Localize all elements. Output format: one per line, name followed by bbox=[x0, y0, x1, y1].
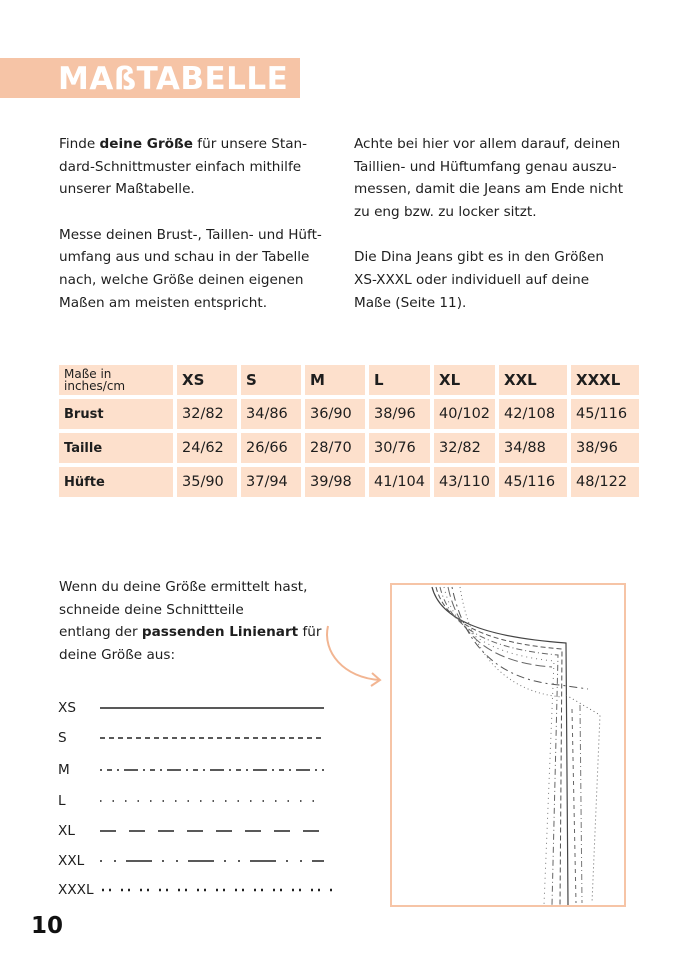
table-cell: 39/98 bbox=[305, 467, 365, 497]
page-title: MAßTABELLE bbox=[58, 61, 289, 97]
size-header-xxl: XXL bbox=[499, 365, 567, 395]
intro-left-column bbox=[59, 133, 339, 337]
size-table bbox=[55, 361, 643, 501]
page-number: 10 bbox=[31, 913, 64, 939]
legend-label-xl: XL bbox=[58, 823, 75, 839]
legend-label-xxxl: XXXL bbox=[58, 882, 94, 898]
sizes-text: Die Dina Jeans gibt es in den Größen XS-XXXL oder individuell auf deine Maße (Seite 11). bbox=[354, 249, 604, 311]
long-dash-line-icon bbox=[98, 821, 328, 841]
table-cell: 32/82 bbox=[177, 399, 237, 429]
cut-line-3 bbox=[59, 621, 321, 644]
table-cell: 35/90 bbox=[177, 467, 237, 497]
legend-label-m: M bbox=[58, 762, 70, 778]
cut-instructions bbox=[59, 576, 321, 666]
intro-paragraph-2 bbox=[59, 224, 339, 314]
table-cell: 26/66 bbox=[241, 433, 301, 463]
size-header-m: M bbox=[305, 365, 365, 395]
legend-label-xxl: XXL bbox=[58, 853, 85, 869]
dash-dot-line-icon bbox=[98, 760, 328, 780]
table-cell: 42/108 bbox=[499, 399, 567, 429]
table-cell: 40/102 bbox=[434, 399, 495, 429]
table-cell: 34/88 bbox=[499, 433, 567, 463]
cut-line-4: deine Größe aus: bbox=[59, 646, 176, 663]
table-cell: 48/122 bbox=[571, 467, 639, 497]
table-cell: 24/62 bbox=[177, 433, 237, 463]
measure-text: Messe deinen Brust-, Taillen- und Hüft- umfang aus und schau in der Tabelle nach, welche Größe deinen eigenen Maßen am meisten entspricht. bbox=[59, 226, 322, 311]
table-cell: 45/116 bbox=[571, 399, 639, 429]
cut-line-3-text-end: für bbox=[298, 624, 322, 641]
row-label-huefte: Hüfte bbox=[59, 467, 173, 497]
table-cell: 43/110 bbox=[434, 467, 495, 497]
intro-text: Finde bbox=[59, 136, 100, 152]
sizes-paragraph bbox=[354, 246, 644, 314]
curved-arrow-icon bbox=[320, 622, 390, 692]
table-corner-label: Maße in inches/cm bbox=[59, 365, 173, 395]
table-cell: 41/104 bbox=[369, 467, 430, 497]
table-cell: 28/70 bbox=[305, 433, 365, 463]
table-cell: 30/76 bbox=[369, 433, 430, 463]
cut-line-3-bold: passenden Linienart bbox=[141, 624, 299, 641]
size-table-header bbox=[59, 365, 639, 395]
table-row bbox=[59, 467, 639, 497]
row-label-taille: Taille bbox=[59, 433, 173, 463]
table-cell: 38/96 bbox=[571, 433, 639, 463]
size-header-xl: XL bbox=[434, 365, 495, 395]
table-row bbox=[59, 399, 639, 429]
dotted-line-icon bbox=[98, 791, 328, 811]
table-cell: 34/86 bbox=[241, 399, 301, 429]
size-header-s: S bbox=[241, 365, 301, 395]
table-cell: 36/90 bbox=[305, 399, 365, 429]
pattern-illustration bbox=[390, 583, 626, 907]
table-cell: 45/116 bbox=[499, 467, 567, 497]
intro-right-column bbox=[354, 133, 644, 337]
solid-line-icon bbox=[98, 698, 328, 718]
table-cell: 32/82 bbox=[434, 433, 495, 463]
size-header-xs: XS bbox=[177, 365, 237, 395]
table-row bbox=[59, 433, 639, 463]
note-paragraph bbox=[354, 133, 644, 223]
cut-line-2: schneide deine Schnittteile bbox=[59, 601, 244, 618]
intro-paragraph-1 bbox=[59, 133, 339, 201]
cut-line-1: Wenn du deine Größe ermittelt hast, bbox=[59, 579, 308, 595]
table-cell: 38/96 bbox=[369, 399, 430, 429]
dashed-line-icon bbox=[98, 728, 328, 748]
pattern-pieces-drawing bbox=[392, 585, 624, 905]
table-cell: 37/94 bbox=[241, 467, 301, 497]
intro-bold-text: deine Größe bbox=[99, 136, 193, 152]
intro-text-cont: für unsere Stan- dard-Schnittmuster einfach mithilfe unserer Maßtabelle. bbox=[59, 136, 308, 198]
row-label-brust: Brust bbox=[59, 399, 173, 429]
legend-label-s: S bbox=[58, 730, 67, 746]
legend-label-xs: XS bbox=[58, 700, 76, 716]
legend-label-l: L bbox=[58, 793, 66, 809]
note-text: Achte bei hier vor allem darauf, deinen Taillien- und Hüftumfang genau auszu- messen, damit die Jeans am Ende nicht zu eng bzw. zu locker sitzt. bbox=[354, 136, 624, 220]
size-header-xxxl: XXXL bbox=[571, 365, 639, 395]
dense-dot-line-icon bbox=[98, 880, 338, 900]
cut-line-3-text: entlang der bbox=[59, 624, 142, 641]
size-header-l: L bbox=[369, 365, 430, 395]
dash-dot-dot-line-icon bbox=[98, 851, 328, 871]
